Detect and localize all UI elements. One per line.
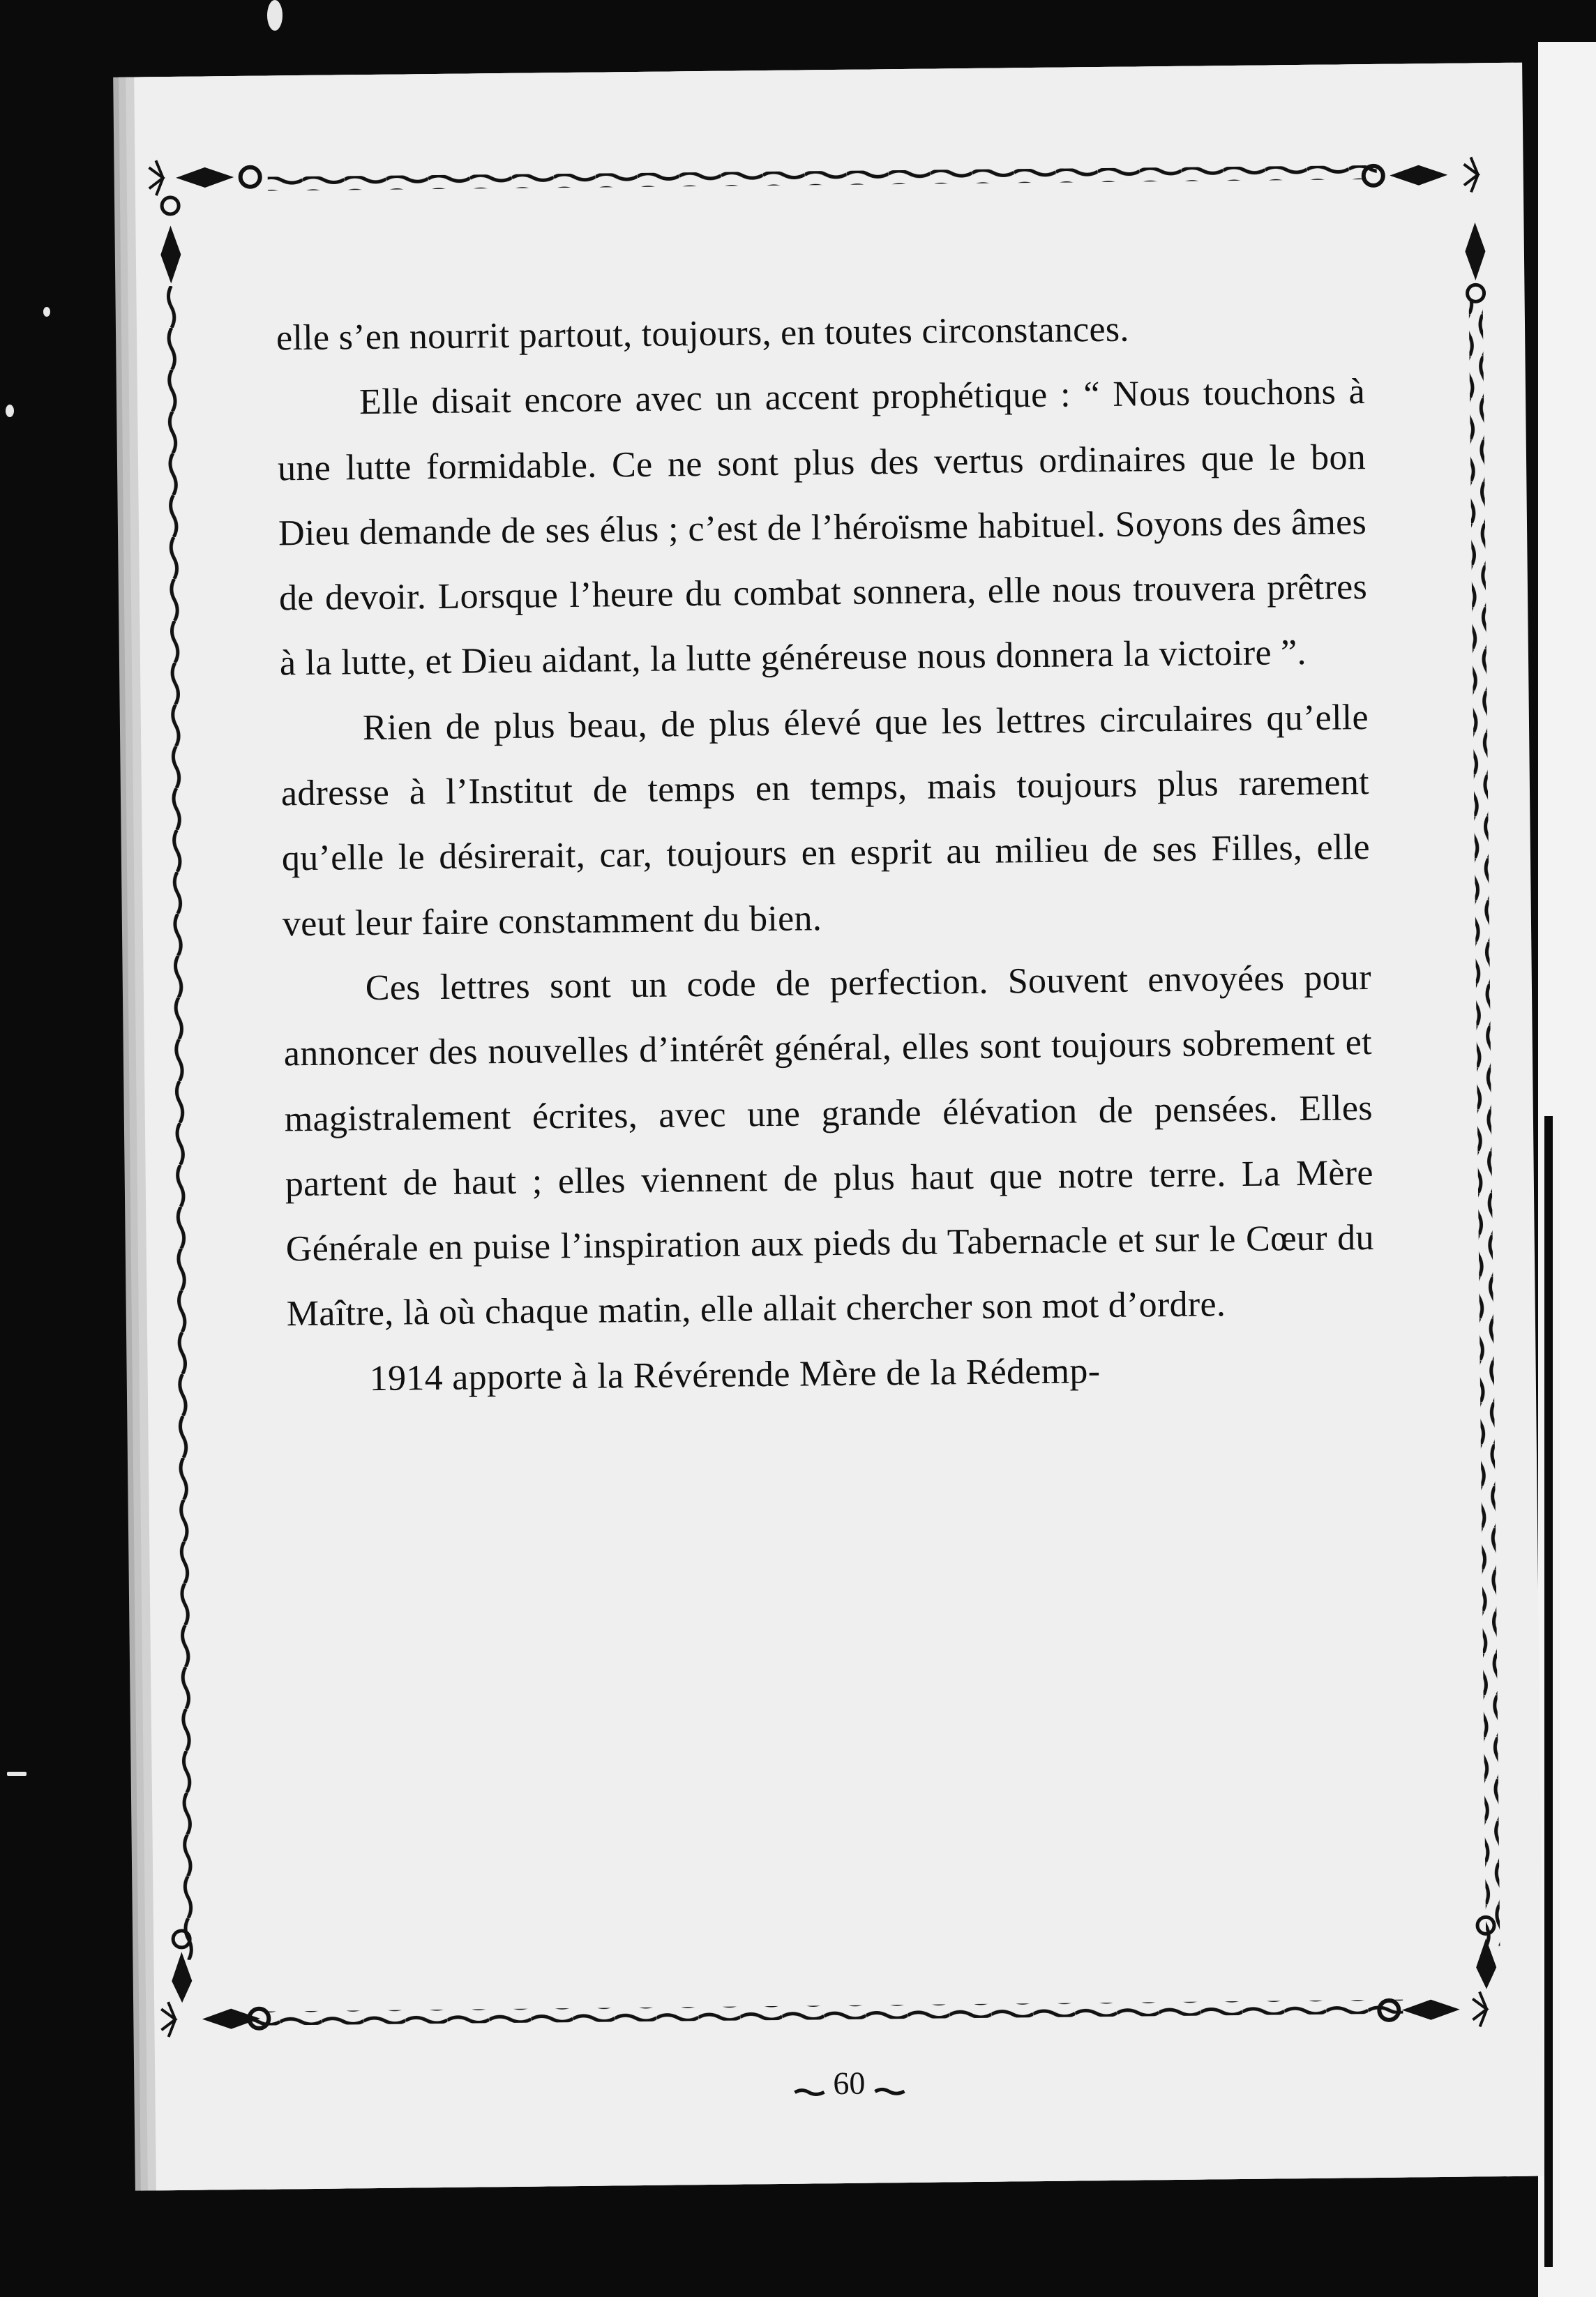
book-page [134, 63, 1544, 2191]
paragraph: Elle disait encore avec un accent prophétique : “ Nous touchons à une lutte formidable. Ce ne sont plus des vertus ordinaires que le bon Dieu demande de ses élus ; c’est de l’héroïsme habituel. Soyons des âmes de devoir. Lorsque l’heure du combat sonnera, elle nous trouvera prêtres à la lutte, et Dieu aidant, la lutte généreuse nous donnera la victoire ”. [277, 372, 1368, 684]
corner-ornament-top-right [1364, 157, 1486, 303]
paragraph: elle s’en nourrit partout, toujours, en toutes circonstances. [276, 309, 1129, 359]
scan-speck [6, 405, 14, 417]
scan-speck [43, 307, 50, 317]
scan-speck [267, 0, 283, 31]
body-text [276, 294, 1376, 1412]
paragraph: Rien de plus beau, de plus élevé que les lettres circulaires qu’elle adresse à l’Institut de temps en temps, mais toujours plus rarement qu’elle le désirerait, car, toujours en esprit au milieu de ses Filles, elle veut leur faire constamment du bien. [280, 697, 1371, 944]
book-gutter [1544, 1116, 1553, 2267]
paragraph: Ces lettres sont un code de perfection. Souvent envoyées pour annoncer des nouvelles d’intérêt général, elles sont toujours sobrement et magistralement écrites, avec une grande élévation de pensées. Elles partent de haut ; elles viennent de plus haut que notre terre. La Mère Générale en puise l’inspiration aux pieds du Tabernacle et sur le Cœur du Maître, là où chaque matin, elle allait chercher son mot d’ordre. [283, 957, 1375, 1334]
corner-ornament-bottom-left [160, 1930, 269, 2038]
scan-speck [7, 1772, 27, 1776]
swash-ornament-right [873, 2068, 906, 2104]
paragraph: 1914 apporte à la Révérende Mère de la Rédemp- [369, 1350, 1101, 1399]
corner-ornament-top-left [149, 160, 261, 283]
page-number: 60 [833, 2065, 866, 2102]
swash-ornament-left [793, 2068, 826, 2105]
